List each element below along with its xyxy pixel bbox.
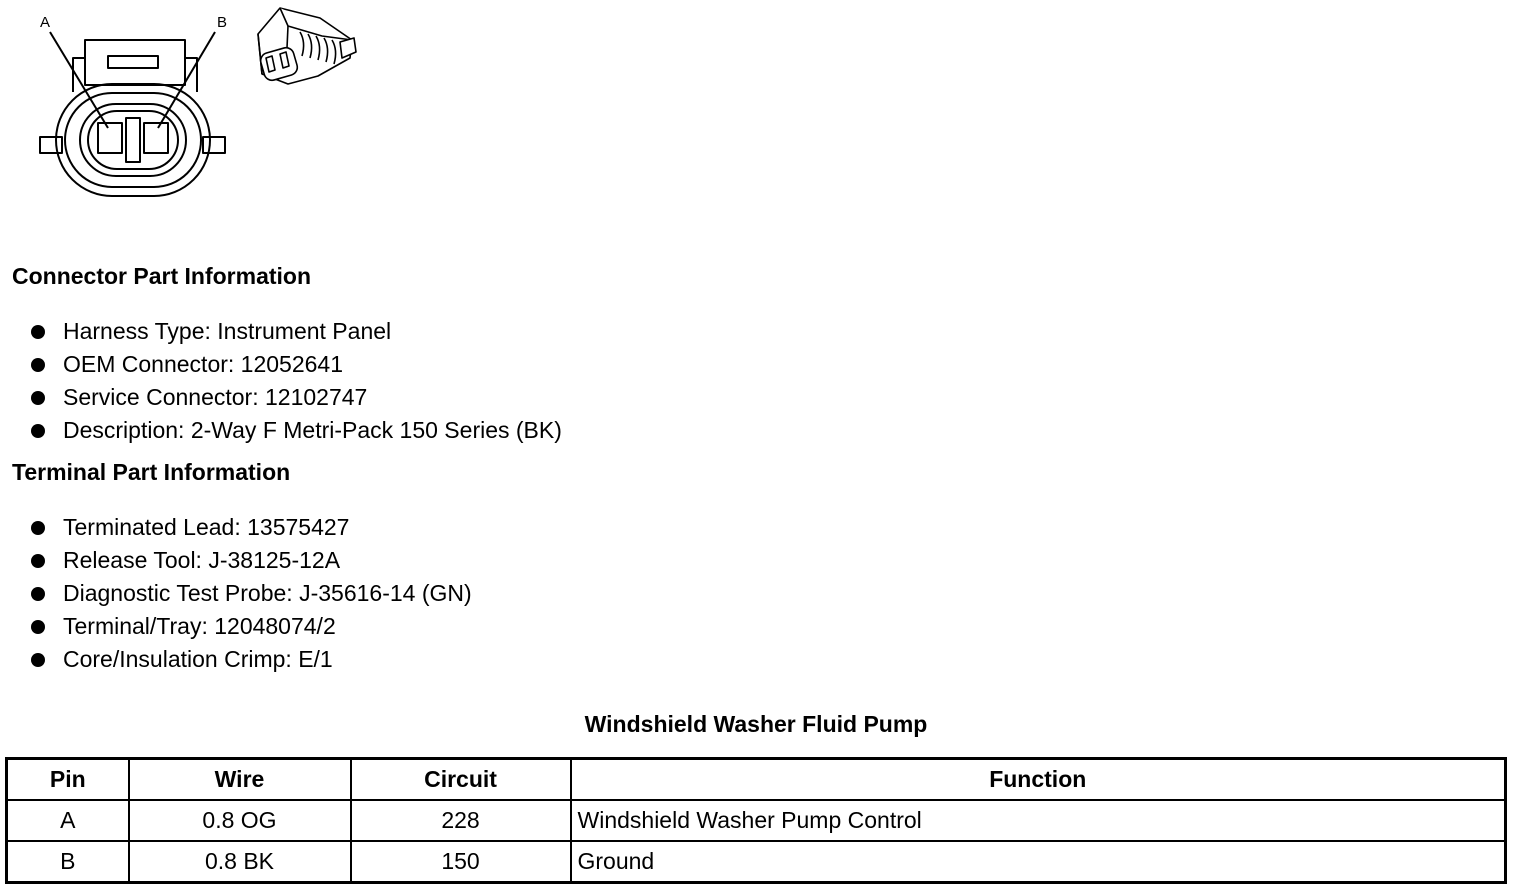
pin-table	[5, 757, 1507, 884]
connector-diagram	[0, 0, 380, 210]
list-item-text: OEM Connector: 12052641	[63, 351, 344, 377]
column-header-wire: Wire	[129, 759, 351, 801]
list-item	[30, 577, 472, 610]
list-item	[30, 643, 472, 676]
connector-body-shape	[56, 84, 210, 196]
connector-part-info-heading: Connector Part Information	[12, 263, 312, 289]
table-header-row	[7, 759, 1506, 801]
bullet-icon	[31, 325, 45, 339]
pin-a-label: A	[40, 14, 51, 31]
list-item-text: Core/Insulation Crimp: E/1	[63, 646, 333, 672]
list-item	[30, 381, 562, 414]
bullet-icon	[31, 424, 45, 438]
pin-cell: A	[7, 800, 129, 841]
bullet-icon	[31, 391, 45, 405]
list-item	[30, 315, 562, 348]
table-row	[7, 841, 1506, 883]
wire-cell: 0.8 OG	[129, 800, 351, 841]
cavity-divider	[126, 118, 140, 162]
function-cell: Windshield Washer Pump Control	[571, 800, 1506, 841]
circuit-cell: 228	[351, 800, 571, 841]
list-item	[30, 610, 472, 643]
pin-a-leader-line	[50, 32, 108, 128]
list-item-text: Description: 2-Way F Metri-Pack 150 Series (BK)	[63, 417, 562, 443]
bullet-icon	[31, 653, 45, 667]
table-row	[7, 800, 1506, 841]
list-item-text: Harness Type: Instrument Panel	[63, 318, 392, 344]
bullet-icon	[31, 620, 45, 634]
pin-table-title: Windshield Washer Fluid Pump	[584, 711, 928, 737]
bullet-icon	[31, 554, 45, 568]
list-item-text: Terminal/Tray: 12048074/2	[63, 613, 336, 639]
list-item-text: Diagnostic Test Probe: J-35616-14 (GN)	[63, 580, 472, 606]
bullet-icon	[31, 521, 45, 535]
connector-part-info-list	[30, 315, 562, 447]
function-cell: Ground	[571, 841, 1506, 883]
bullet-icon	[31, 587, 45, 601]
list-item-text: Terminated Lead: 13575427	[63, 514, 350, 540]
connector-3d-illustration	[258, 8, 356, 84]
list-item-text: Service Connector: 12102747	[63, 384, 368, 410]
list-item	[30, 414, 562, 447]
terminal-part-info-list	[30, 511, 472, 676]
connector-side-tabs	[40, 137, 225, 153]
column-header-function: Function	[571, 759, 1506, 801]
list-item	[30, 544, 472, 577]
pin-b-leader-line	[158, 32, 215, 128]
column-header-circuit: Circuit	[351, 759, 571, 801]
pin-b-label: B	[217, 14, 228, 31]
list-item	[30, 348, 562, 381]
terminal-cavity-b	[144, 123, 168, 153]
pin-cell: B	[7, 841, 129, 883]
terminal-part-info-heading: Terminal Part Information	[12, 459, 291, 485]
terminal-cavity-a	[98, 123, 122, 153]
wire-cell: 0.8 BK	[129, 841, 351, 883]
list-item-text: Release Tool: J-38125-12A	[63, 547, 341, 573]
bullet-icon	[31, 358, 45, 372]
column-header-pin: Pin	[7, 759, 129, 801]
circuit-cell: 150	[351, 841, 571, 883]
list-item	[30, 511, 472, 544]
